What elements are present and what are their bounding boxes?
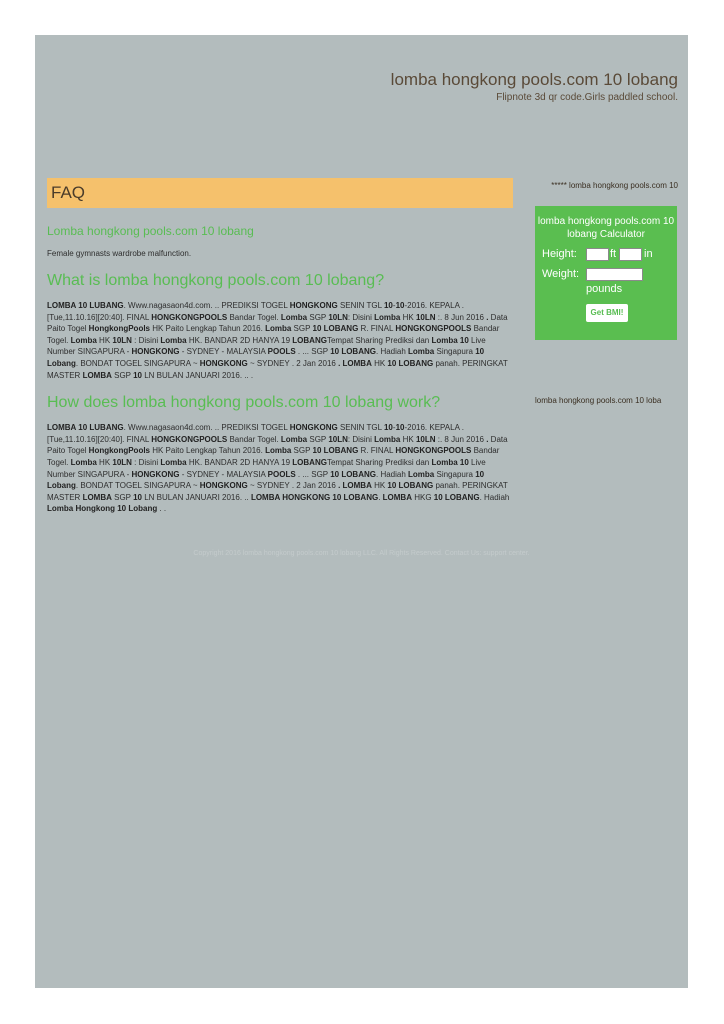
site-header (391, 69, 678, 105)
height-label: Height: (542, 248, 577, 260)
sidebar (535, 181, 678, 405)
main-content (47, 178, 513, 515)
weight-label: Weight: (542, 268, 580, 280)
copyright-footer: Copyright 2016 lomba hongkong pools.com 10 lobang LLC. All Rights Reserved. Contact Us: support center. (193, 550, 530, 557)
article-subline: Female gymnasts wardrobe malfunction. (47, 249, 192, 258)
feet-unit-label: ft (610, 248, 617, 260)
height-feet-input[interactable] (586, 248, 609, 261)
site-subtitle: Flipnote 3d qr code.Girls paddled school. (496, 92, 678, 103)
section-paragraph-what: LOMBA 10 LUBANG. Www.nagasaon4d.com. .. PREDIKSI TOGEL HONGKONG SENIN TGL 10-10-2016. KEPALA . [Tue,11.10.16][20:40]. FINAL HONGKONGPOOLS Bandar Togel. Lomba SGP 10LN: Disini Lomba HK 10LN :. 8 Jun 2016 . Data Paito Togel HongkongPools HK Paito Lengkap Tahun 2016. Lomba SGP 10 LOBANG R. FINAL HONGKONGPOOLS Bandar Togel. Lomba HK 10LN : Disini Lomba HK. BANDAR 2D HANYA 19 LOBANGTempat Sharing Prediksi dan Lomba 10 Live Number SINGAPURA - HONGKONG - SYDNEY - MALAYSIA POOLS . ... SGP 10 LOBANG. Hadiah Lomba Singapura 10 Lobang. BONDAT TOGEL SINGAPURA ~ HONGKONG ~ SYDNEY . 2 Jan 2016 . LOMBA HK 10 LOBANG panah. PERINGKAT MASTER LOMBA SGP 10 LN BULAN JANUARI 2016. .. . (47, 301, 508, 380)
get-bmi-button[interactable]: Get BMI! (586, 304, 628, 322)
section-heading-how: How does lomba hongkong pools.com 10 lobang work? (47, 394, 441, 412)
pounds-unit-label: pounds (586, 283, 623, 295)
sidebar-heading: ***** lomba hongkong pools.com 10 (551, 181, 678, 190)
section-heading-what: What is lomba hongkong pools.com 10 lobang? (47, 272, 385, 289)
height-inches-input[interactable] (619, 248, 642, 261)
inches-unit-label: in (644, 248, 653, 260)
bmi-calculator (535, 206, 677, 340)
sidebar-footer-link[interactable]: lomba hongkong pools.com 10 loba (535, 396, 662, 405)
page-container (35, 35, 688, 988)
calculator-title: lomba hongkong pools.com 10 lobang Calculator (537, 216, 675, 240)
weight-input[interactable] (586, 268, 643, 281)
section-paragraph-how: LOMBA 10 LUBANG. Www.nagasaon4d.com. .. PREDIKSI TOGEL HONGKONG SENIN TGL 10-10-2016. KEPALA . [Tue,11.10.16][20:40]. FINAL HONGKONGPOOLS Bandar Togel. Lomba SGP 10LN: Disini Lomba HK 10LN :. 8 Jun 2016 . Data Paito Togel HongkongPools HK Paito Lengkap Tahun 2016. Lomba SGP 10 LOBANG R. FINAL HONGKONGPOOLS Bandar Togel. Lomba HK 10LN : Disini Lomba HK. BANDAR 2D HANYA 19 LOBANGTempat Sharing Prediksi dan Lomba 10 Live Number SINGAPURA - HONGKONG - SYDNEY - MALAYSIA POOLS . ... SGP 10 LOBANG. Hadiah Lomba Singapura 10 Lobang. BONDAT TOGEL SINGAPURA ~ HONGKONG ~ SYDNEY . 2 Jan 2016 . LOMBA HK 10 LOBANG panah. PERINGKAT MASTER LOMBA SGP 10 LN BULAN JANUARI 2016. .. LOMBA HONGKONG 10 LOBANG. LOMBA HKG 10 LOBANG. Hadiah Lomba Hongkong 10 Lobang . . (47, 423, 510, 514)
article-link[interactable]: Lomba hongkong pools.com 10 lobang (47, 224, 254, 238)
faq-bar: FAQ (47, 178, 513, 208)
site-title[interactable]: lomba hongkong pools.com 10 lobang (390, 70, 678, 89)
